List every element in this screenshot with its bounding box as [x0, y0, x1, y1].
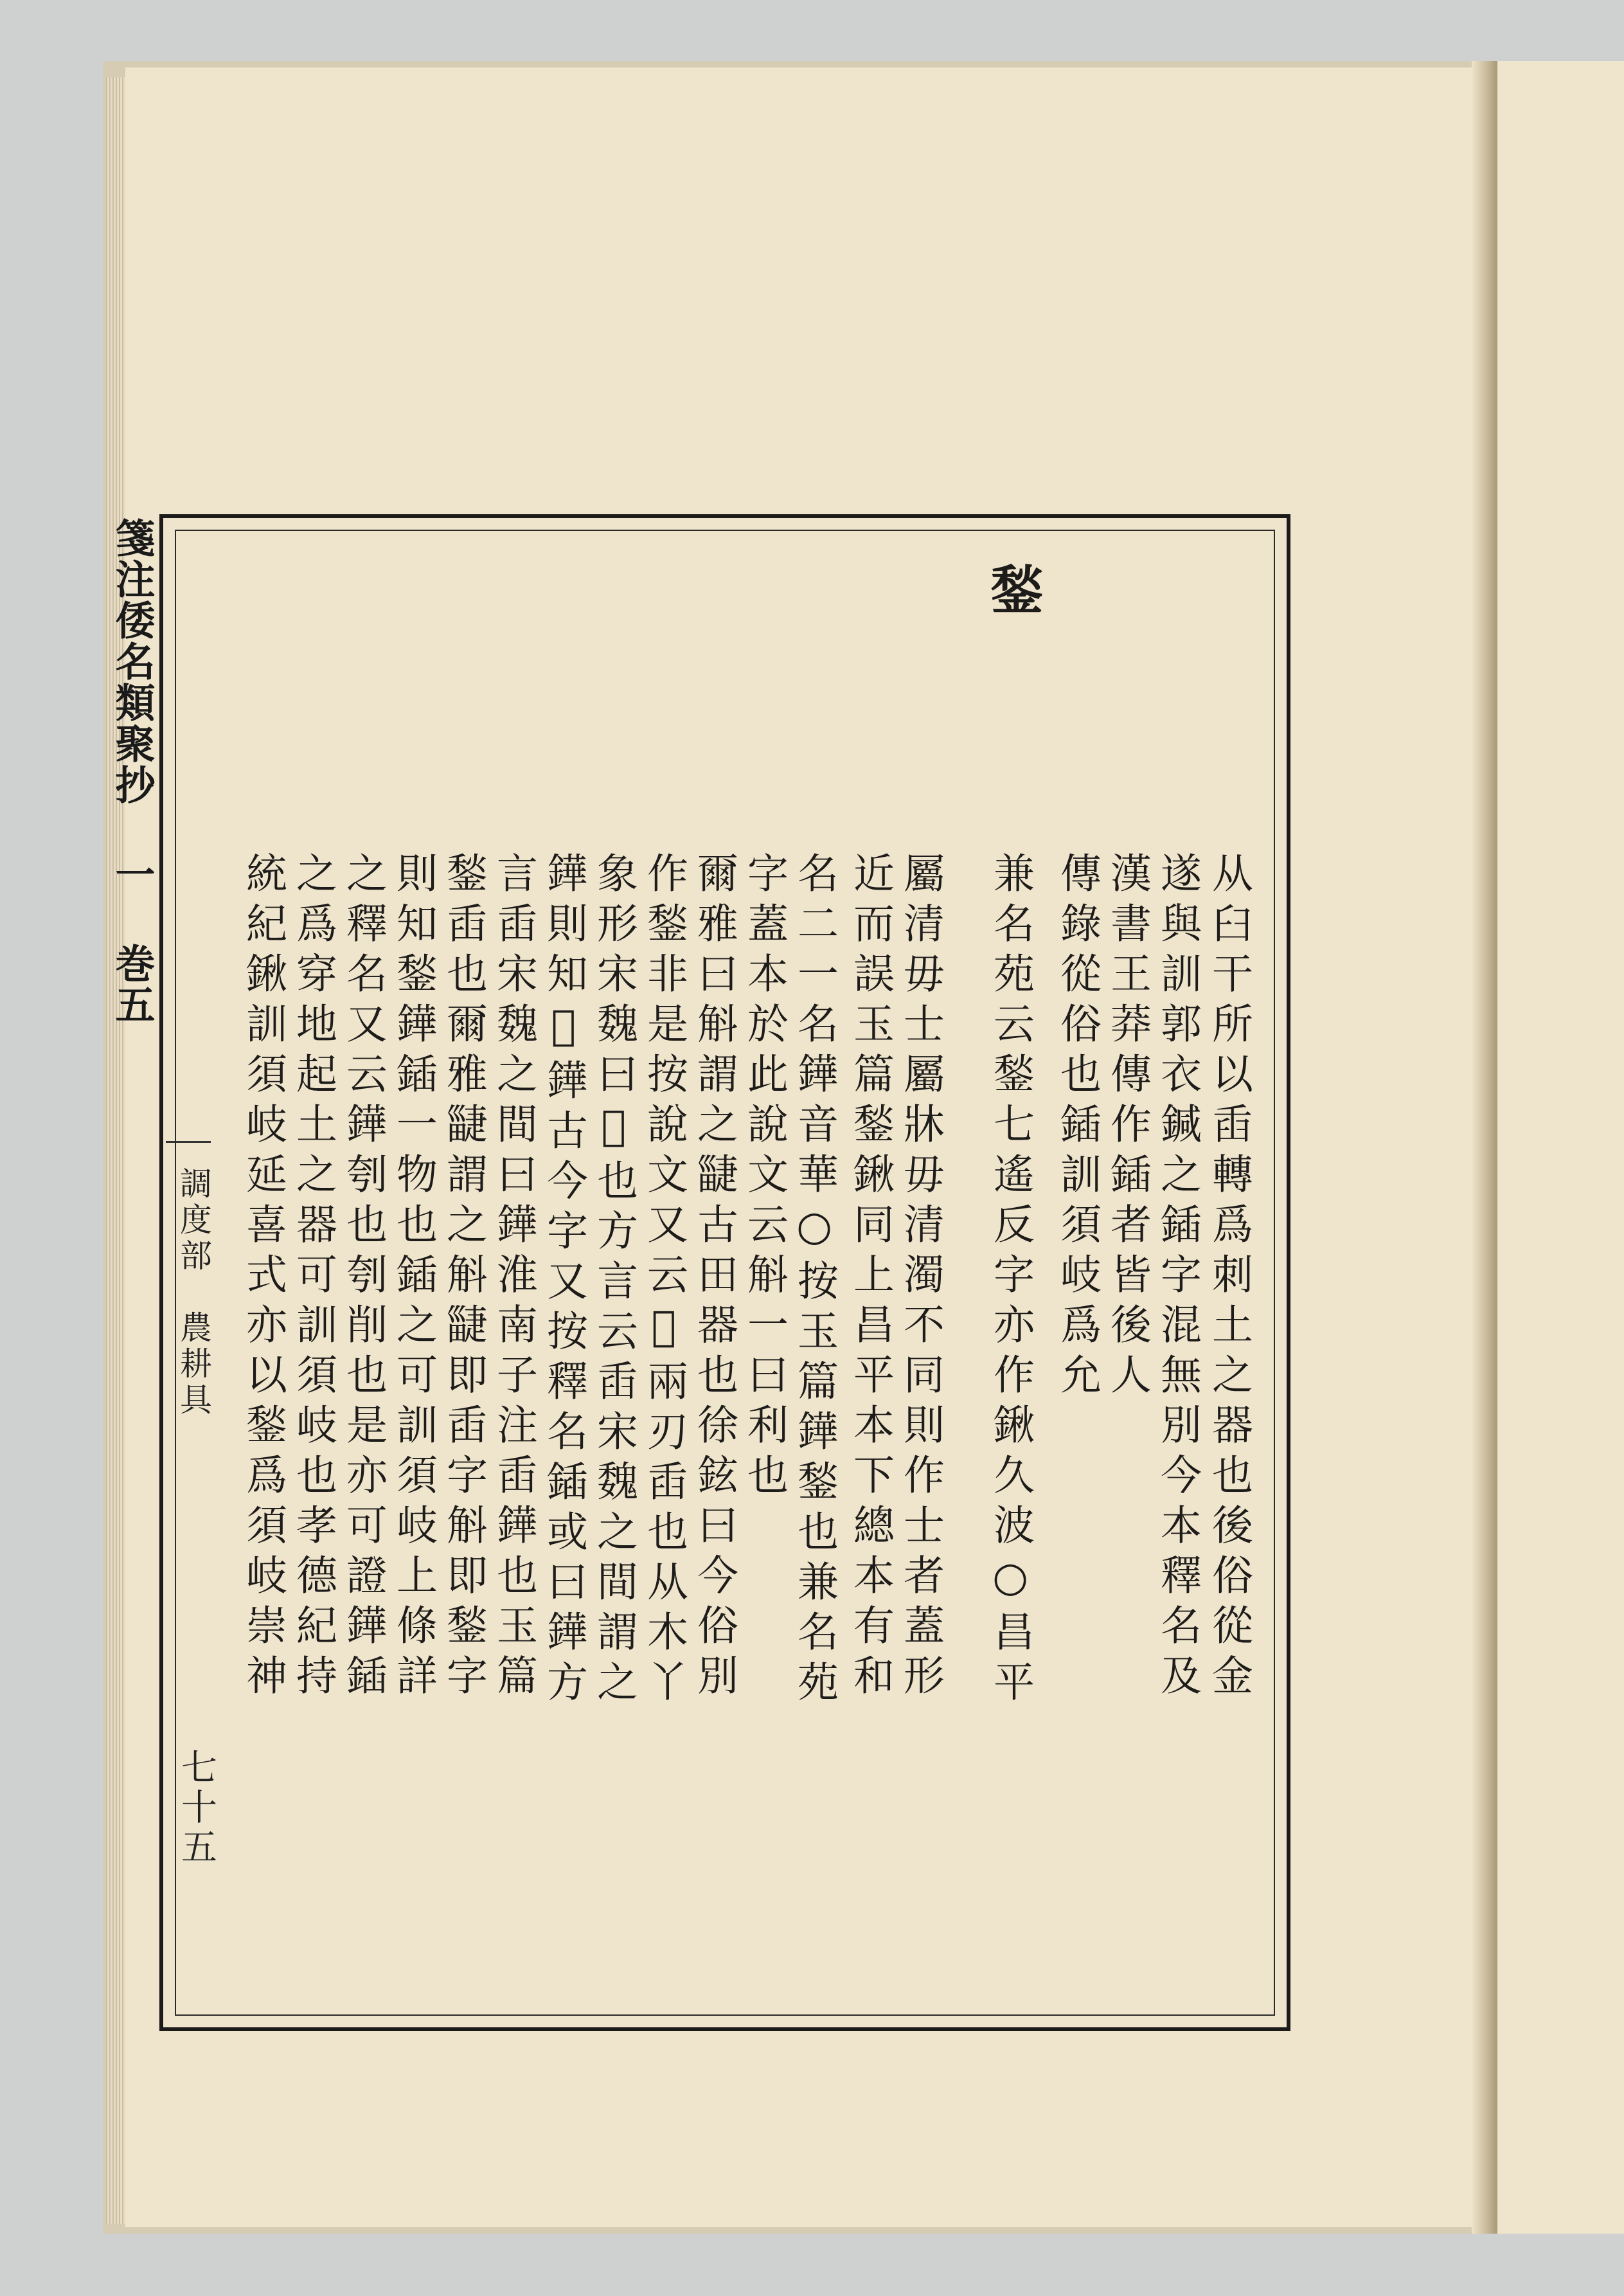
facing-page — [1497, 61, 1624, 2234]
text-column: 之爲穿地起土之器可訓須岐也孝德紀持 — [289, 852, 337, 1704]
text-column: 作鍫非是按說文又云𣎶兩刃臿也从木丫 — [640, 852, 688, 1710]
page-number: 七十五 — [175, 1748, 217, 1868]
text-column: 之釋名又云鏵刳也刳削也是亦可證鏵鍤 — [339, 852, 387, 1704]
text-column: 字蓋本於此說文云斛一曰利也 — [740, 852, 788, 1503]
book-gutter — [1472, 61, 1497, 2234]
text-column: 从臼干所以臿轉爲刺土之器也後俗從金 — [1205, 852, 1253, 1704]
text-column: 則知鍫鏵鍤一物也鍤之可訓須岐上條詳 — [389, 852, 437, 1704]
text-column: 傳錄從俗也鍤訓須岐爲允 — [1053, 852, 1101, 1403]
book-title: 箋注倭名類聚抄 一 巻五 — [109, 517, 156, 1025]
text-column: 爾雅曰斛謂之疀古田器也徐鉉曰今俗別 — [690, 852, 738, 1704]
text-column: 鍫臿也爾雅疀謂之斛疀即臿字斛即鍫字 — [440, 852, 487, 1704]
text-column: 鏵則知𣎶鏵古今字又按釋名鍤或曰鏵方 — [540, 852, 587, 1710]
section-label: 調度部 農耕具 — [175, 1167, 212, 1419]
text-column: 統紀鍬訓須岐延喜式亦以鍫爲須岐崇神 — [239, 852, 287, 1704]
entry-heading: 鍫 — [982, 562, 1044, 615]
text-column: 近而誤玉篇鍫鍬同上昌平本下總本有和 — [846, 852, 894, 1704]
text-column: 象形宋魏曰𣎶也方言云臿宋魏之間謂之 — [590, 852, 638, 1710]
text-column: 漢書王莽傳作鍤者皆後人 — [1103, 852, 1151, 1403]
text-column: 遂與訓郭衣鍼之鍤字混無別今本釋名及 — [1154, 852, 1201, 1704]
text-column: 兼名苑云鍫七遙反字亦作鍬久波○昌平 — [986, 852, 1034, 1710]
text-column: 名二一名鏵音華○按玉篇鏵鍫也兼名苑 — [790, 852, 838, 1710]
text-column: 言臿宋魏之間曰鏵淮南子注臿鏵也玉篇 — [490, 852, 537, 1704]
text-column: 屬清毋士屬牀毋清濁不同則作士者蓋形 — [897, 852, 944, 1704]
page-edge — [106, 77, 125, 2224]
